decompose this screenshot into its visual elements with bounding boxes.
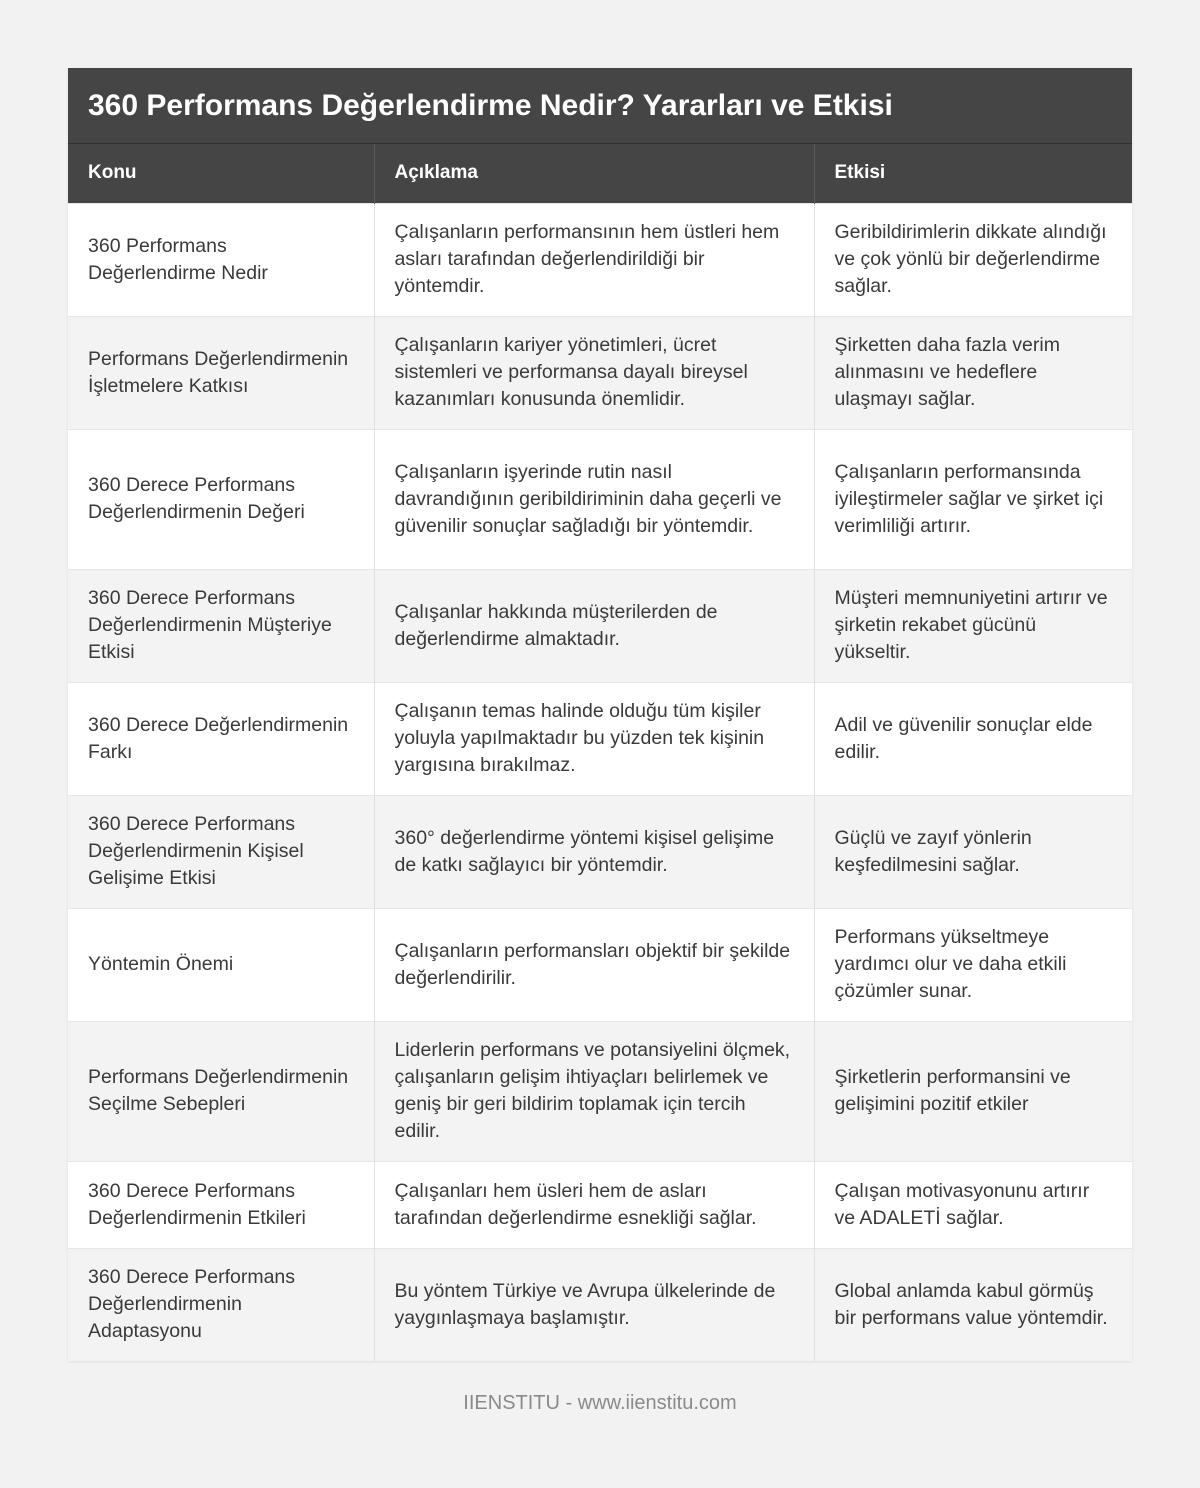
table-row	[68, 1161, 1132, 1248]
table-row	[68, 1248, 1132, 1361]
cell-aciklama: Bu yöntem Türkiye ve Avrupa ülkelerinde de yaygınlaşmaya başlamıştır.	[374, 1248, 814, 1361]
cell-konu: 360 Performans Değerlendirme Nedir	[68, 203, 374, 316]
cell-aciklama: Çalışanlar hakkında müşterilerden de değerlendirme almaktadır.	[374, 569, 814, 682]
cell-konu: Performans Değerlendirmenin İşletmelere Katkısı	[68, 316, 374, 429]
cell-aciklama: Çalışanları hem üsleri hem de asları tarafından değerlendirme esnekliği sağlar.	[374, 1161, 814, 1248]
cell-aciklama: Çalışanın temas halinde olduğu tüm kişiler yoluyla yapılmaktadır bu yüzden tek kişinin yargısına bırakılmaz.	[374, 682, 814, 795]
cell-aciklama: Çalışanların işyerinde rutin nasıl davrandığının geribildiriminin daha geçerli ve güvenilir sonuçlar sağladığı bir yöntemdir.	[374, 429, 814, 569]
cell-etkisi: Müşteri memnuniyetini artırır ve şirketin rekabet gücünü yükseltir.	[814, 569, 1132, 682]
table-body	[68, 203, 1132, 1361]
cell-aciklama: Liderlerin performans ve potansiyelini ölçmek, çalışanların gelişim ihtiyaçları belirlemek ve geniş bir geri bildirim toplamak için tercih edilir.	[374, 1021, 814, 1161]
cell-konu: 360 Derece Değerlendirmenin Farkı	[68, 682, 374, 795]
cell-etkisi: Şirketlerin performansini ve gelişimini pozitif etkiler	[814, 1021, 1132, 1161]
table-row	[68, 682, 1132, 795]
cell-etkisi: Güçlü ve zayıf yönlerin keşfedilmesini sağlar.	[814, 795, 1132, 908]
cell-etkisi: Geribildirimlerin dikkate alındığı ve çok yönlü bir değerlendirme sağlar.	[814, 203, 1132, 316]
table-row	[68, 908, 1132, 1021]
cell-etkisi: Çalışan motivasyonunu artırır ve ADALETİ sağlar.	[814, 1161, 1132, 1248]
footer-credit: IIENSTITU - www.iienstitu.com	[463, 1392, 737, 1414]
data-table	[68, 144, 1132, 1361]
page-title: 360 Performans Değerlendirme Nedir? Yararları ve Etkisi	[88, 88, 893, 122]
table-row	[68, 429, 1132, 569]
cell-aciklama: Çalışanların performansları objektif bir şekilde değerlendirilir.	[374, 908, 814, 1021]
cell-etkisi: Çalışanların performansında iyileştirmeler sağlar ve şirket içi verimliliği artırır.	[814, 429, 1132, 569]
header-row	[68, 144, 1132, 203]
table-card	[68, 68, 1132, 1361]
cell-etkisi: Şirketten daha fazla verim alınmasını ve hedeflere ulaşmayı sağlar.	[814, 316, 1132, 429]
table-header	[68, 144, 1132, 203]
cell-konu: Performans Değerlendirmenin Seçilme Sebepleri	[68, 1021, 374, 1161]
cell-konu: 360 Derece Performans Değerlendirmenin Müşteriye Etkisi	[68, 569, 374, 682]
cell-konu: 360 Derece Performans Değerlendirmenin Etkileri	[68, 1161, 374, 1248]
cell-konu: Yöntemin Önemi	[68, 908, 374, 1021]
header-aciklama: Açıklama	[374, 144, 814, 203]
cell-etkisi: Performans yükseltmeye yardımcı olur ve daha etkili çözümler sunar.	[814, 908, 1132, 1021]
cell-aciklama: 360° değerlendirme yöntemi kişisel gelişime de katkı sağlayıcı bir yöntemdir.	[374, 795, 814, 908]
cell-etkisi: Global anlamda kabul görmüş bir performans value yöntemdir.	[814, 1248, 1132, 1361]
cell-konu: 360 Derece Performans Değerlendirmenin Adaptasyonu	[68, 1248, 374, 1361]
table-row	[68, 316, 1132, 429]
table-row	[68, 203, 1132, 316]
header-konu: Konu	[68, 144, 374, 203]
cell-etkisi: Adil ve güvenilir sonuçlar elde edilir.	[814, 682, 1132, 795]
cell-aciklama: Çalışanların kariyer yönetimleri, ücret sistemleri ve performansa dayalı bireysel kazanımları konusunda önemlidir.	[374, 316, 814, 429]
table-row	[68, 569, 1132, 682]
title-bar	[68, 68, 1132, 144]
table-row	[68, 1021, 1132, 1161]
cell-konu: 360 Derece Performans Değerlendirmenin Kişisel Gelişime Etkisi	[68, 795, 374, 908]
table-row	[68, 795, 1132, 908]
cell-konu: 360 Derece Performans Değerlendirmenin Değeri	[68, 429, 374, 569]
cell-aciklama: Çalışanların performansının hem üstleri hem asları tarafından değerlendirildiği bir yöntemdir.	[374, 203, 814, 316]
header-etkisi: Etkisi	[814, 144, 1132, 203]
